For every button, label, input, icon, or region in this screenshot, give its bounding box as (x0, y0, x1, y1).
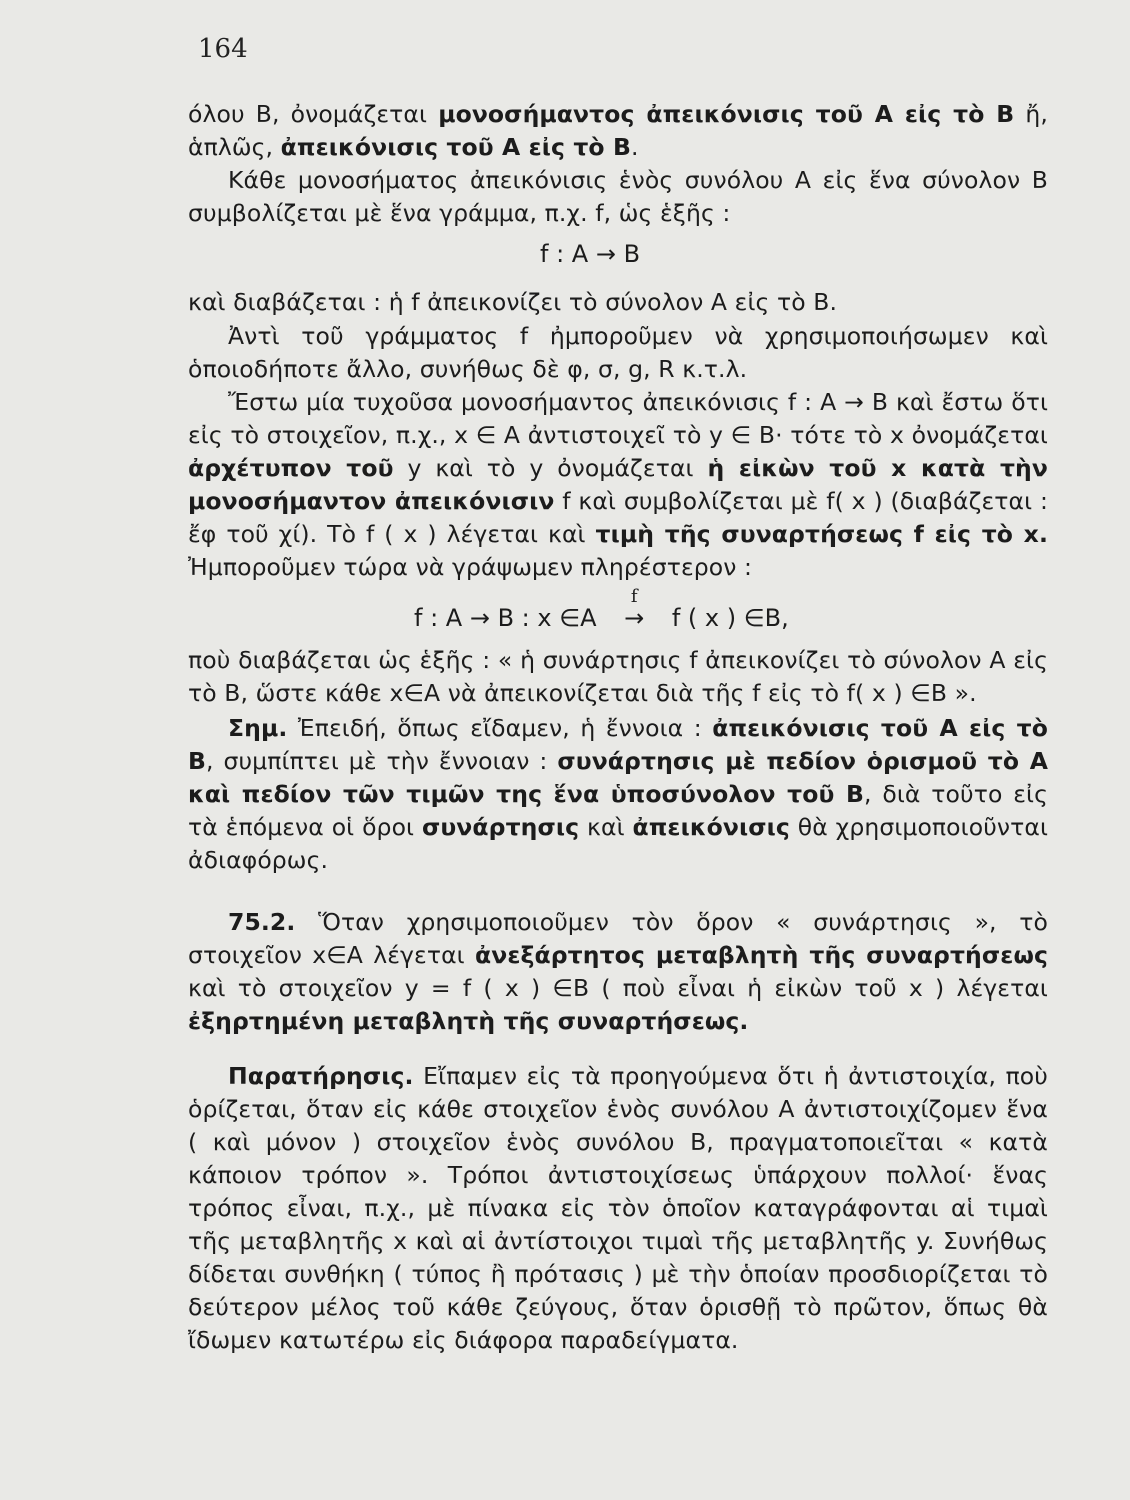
term-bold: ἀπεικόνισις τοῦ Α εἰς τὸ Β (188, 714, 1048, 775)
section-number: 75.2. (228, 908, 296, 936)
text-span: Ὅταν χρησιμοποιοῦμεν τὸν ὅρον « συνάρτησις », τὸ στοιχεῖον x∈Α λέγεται (188, 908, 1048, 969)
text-span: ποὺ διαβάζεται ὡς ἑξῆς : « ἡ συνάρτησις f ἀπεικονίζει τὸ σύνολον Α εἰς τὸ Β, ὥστε κάθε x∈Α νὰ ἀπεικονίζεται διὰ τῆς f εἰς τὸ f( x ) ∈Β ». (188, 646, 1048, 707)
paragraph-image-definition (188, 386, 1048, 584)
text-span: Εἴπαμεν εἰς τὰ προηγούμενα ὅτι ἡ ἀντιστοιχία, ποὺ ὁρίζεται, ὅταν εἰς κάθε στοιχεῖον ἑνὸς συνόλου Α ἀντιστοιχίζομεν ἕνα ( καὶ μόνον ) στοιχεῖον ἑνὸς συνόλου Β, πραγματοποιεῖται « κατὰ κάποιον τρόπον ». Τρόποι ἀντιστοιχίσεως ὑπάρχουν πολλοί· ἕνας τρόπος εἶναι, π.χ., μὲ πίνακα εἰς τὸν ὁποῖον καταγράφονται αἱ τιμαὶ τῆς μεταβλητῆς x καὶ αἱ ἀντίστοιχοι τιμαὶ τῆς μεταβλητῆς y. Συνήθως δίδεται συνθήκη ( τύπος ἢ πρότασις ) μὲ τὴν ὁποίαν προσδιορίζεται τὸ δεύτερον μέλος τοῦ κάθε ζεύγους, ὅταν ὁρισθῇ τὸ πρῶτον, ὅπως θὰ ἴδωμεν κατωτέρω εἰς διάφορα παραδείγματα. (188, 1062, 1048, 1354)
paragraph-reading (188, 286, 1048, 319)
text-span: καὶ διαβάζεται : ἡ f ἀπεικονίζει τὸ σύνολον Α εἰς τὸ Β. (188, 288, 838, 316)
formula-text: f : A → B (540, 240, 641, 268)
text-span: Ἐπειδή, ὅπως εἴδαμεν, ἡ ἔννοια : (287, 714, 713, 742)
text-span: Ἔστω μία τυχοῦσα μονοσήμαντος ἀπεικόνισις f : Α → Β καὶ ἔστω ὅτι εἰς τὸ στοιχεῖον, π.χ., x ∈ Α ἀντιστοιχεῖ τὸ y ∈ Β· τότε τὸ x ὀνομάζεται (188, 388, 1048, 449)
text-span: ἤ, ἁπλῶς, (188, 100, 1048, 161)
term-bold: ἀρχέτυπον τοῦ (188, 454, 394, 482)
text-span: Κάθε μονοσήματος ἀπεικόνισις ἑνὸς συνόλου Α εἰς ἕνα σύνολον Β συμβολίζεται μὲ ἕνα γράμμα, π.χ. f, ὡς ἑξῆς : (188, 166, 1048, 227)
paragraph-intro (188, 98, 1048, 164)
text-span: καὶ τὸ στοιχεῖον y = f ( x ) ∈Β ( ποὺ εἶναι ἡ εἰκὼν τοῦ x ) λέγεται (188, 974, 1048, 1002)
text-span: f καὶ συμβολίζεται μὲ f( x ) (διαβάζεται : ἔφ τοῦ χί). (188, 487, 1048, 548)
text-span: , συμπίπτει μὲ τὴν ἔννοιαν : (206, 747, 558, 775)
remark-label: Σημ. (228, 714, 288, 742)
formula-full (414, 586, 789, 632)
paragraph-notation (188, 164, 1048, 230)
text-span: , διὰ τοῦτο εἰς τὰ ἑπόμενα οἱ ὅροι (188, 780, 1048, 841)
section-75-2 (188, 906, 1048, 1038)
text-span: όλου Β, ὀνομάζεται (188, 100, 439, 128)
formula-text: f : A → B : x ∈A (414, 604, 597, 632)
paragraph-other-letters (188, 320, 1048, 386)
formula-mapping (540, 240, 640, 268)
observation-label: Παρατήρησις. (228, 1062, 414, 1090)
formula-text: f ( x ) ∈B, (671, 604, 789, 632)
paragraph-formula-reading (188, 644, 1048, 710)
paragraph-observation (188, 1060, 1048, 1357)
term-bold: τιμὴ τῆς συναρτήσεως f εἰς τὸ x. (595, 520, 1048, 548)
text-span: θὰ χρησιμοποιοῦνται ἀδιαφόρως. (188, 813, 1049, 874)
text-span: Ἠμποροῦμεν τώρα νὰ γράψωμεν πληρέστερον : (188, 553, 753, 581)
term-bold: ἀνεξάρτητος μεταβλητὴ τῆς συναρτήσεως (474, 941, 1049, 969)
page-number: 164 (198, 34, 248, 64)
text-span: . (630, 133, 639, 161)
arrow-label: f (630, 586, 638, 607)
term-bold: ἡ εἰκὼν τοῦ x κατὰ τὴν μονοσήμαντον ἀπεικόνισιν (188, 454, 1048, 515)
term-bold: συνάρτησις (421, 813, 580, 841)
text-span: y καὶ τὸ y ὀνομάζεται (393, 454, 708, 482)
term-bold: μονοσήμαντος ἀπεικόνισις τοῦ Α εἰς τὸ Β (438, 100, 1015, 128)
term-bold: ἐξηρτημένη μεταβλητὴ τῆς συναρτήσεως. (188, 1007, 749, 1035)
text-span: Τὸ f ( x ) λέγεται καὶ (327, 520, 596, 548)
term-bold: συνάρτησις μὲ πεδίον ὁρισμοῦ τὸ Α καὶ πεδίον τῶν τιμῶν της ἕνα ὑποσύνολον τοῦ Β (188, 747, 1049, 808)
text-span: καὶ (579, 813, 633, 841)
text-span: Ἀντὶ τοῦ γράμματος f ἠμποροῦμεν νὰ χρησιμοποιήσωμεν καὶ ὁποιοδήποτε ἄλλο, συνήθως δὲ φ, σ, g, R κ.τ.λ. (188, 322, 1048, 383)
term-bold: ἀπεικόνισις (632, 813, 790, 841)
mapsto-arrow-icon: f → (604, 604, 664, 632)
term-bold: ἀπεικόνισις τοῦ Α εἰς τὸ Β (280, 133, 631, 161)
paragraph-remark (188, 712, 1048, 877)
